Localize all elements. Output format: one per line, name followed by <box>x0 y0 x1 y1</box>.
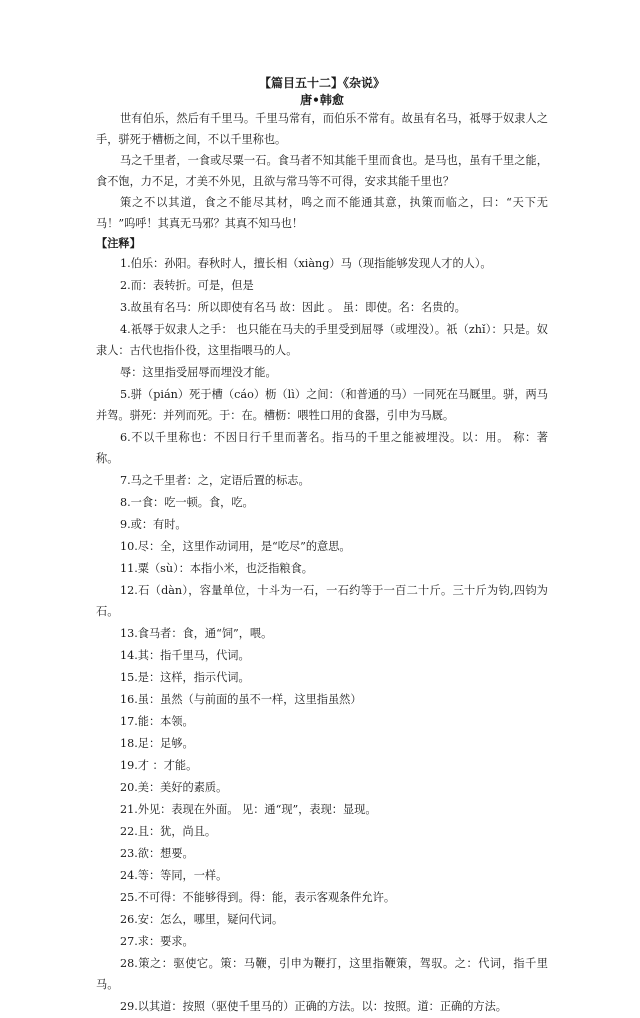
note-16: 16.虽：虽然（与前面的虽不一样，这里指虽然） <box>120 693 362 706</box>
document-title: 【篇目五十二】《杂说》 <box>258 76 385 90</box>
document-page <box>96 74 548 1018</box>
document-author: 唐•韩愈 <box>300 93 344 107</box>
note-20: 20.美：美好的素质。 <box>120 781 228 794</box>
text-paragraph-3: 策之不以其道，食之不能尽其材，鸣之而不能通其意，执策而临之，曰：“天下无马！”呜呼！其真无马邪？其真不知马也！ <box>96 196 548 230</box>
note-8: 8.一食：吃一顿。食，吃。 <box>120 496 254 509</box>
note-18: 18.足：足够。 <box>120 737 194 750</box>
note-7: 7.马之千里者：之，定语后置的标志。 <box>120 474 310 487</box>
note-10: 10.尽：全，这里作动词用，是“吃尽”的意思。 <box>120 540 351 553</box>
note-29: 29.以其道：按照（驱使千里马的）正确的方法。以：按照。道：正确的方法。 <box>120 1000 507 1013</box>
note-1: 1.伯乐：孙阳。春秋时人，擅长相（xiàng）马（现指能够发现人才的人）。 <box>120 257 492 270</box>
note-6: 6.不以千里称也：不因日行千里而著名。指马的千里之能被埋没。以：用。 称：著称。 <box>96 431 548 465</box>
note-17: 17.能：本领。 <box>120 715 194 728</box>
notes-heading: 【注释】 <box>96 236 141 250</box>
note-9: 9.或：有时。 <box>120 518 187 531</box>
note-28: 28.策之：驱使它。策：马鞭，引申为鞭打，这里指鞭策，驾驭。之：代词，指千里马。 <box>96 957 548 991</box>
note-11: 11.粟（sù）：本指小米，也泛指粮食。 <box>120 562 313 575</box>
note-24: 24.等：等同，一样。 <box>120 869 228 882</box>
notes-list <box>96 253 548 1017</box>
note-2: 2.而：表转折。可是，但是 <box>120 279 254 292</box>
note-4-continued: 辱：这里指受屈辱而埋没才能。 <box>120 366 277 379</box>
note-26: 26.安：怎么，哪里，疑问代词。 <box>120 913 284 926</box>
note-3: 3.故虽有名马：所以即使有名马 故：因此 。 虽：即使。名：名贵的。 <box>120 301 466 314</box>
note-12: 12.石（dàn），容量单位，十斗为一石，一石约等于一百二十斤。三十斤为钧,四钧为石。 <box>96 584 548 618</box>
note-19: 19.才 ：才能。 <box>120 759 198 772</box>
text-paragraph-2: 马之千里者，一食或尽粟一石。食马者不知其能千里而食也。是马也，虽有千里之能，食不饱，力不足，才美不外见，且欲与常马等不可得，安求其能千里也？ <box>96 154 548 188</box>
note-15: 15.是：这样，指示代词。 <box>120 671 250 684</box>
note-4: 4.祇辱于奴隶人之手： 也只能在马夫的手里受到屈辱（或埋没）。祇（zhǐ）：只是。奴隶人：古代也指仆役，这里指喂马的人。 <box>96 323 548 357</box>
note-21: 21.外见：表现在外面。 见：通“现”，表现：显现。 <box>120 803 377 816</box>
text-paragraph-1: 世有伯乐，然后有千里马。千里马常有，而伯乐不常有。故虽有名马，祗辱于奴隶人之手，骈死于槽枥之间，不以千里称也。 <box>96 112 548 146</box>
note-14: 14.其：指千里马，代词。 <box>120 649 250 662</box>
note-5: 5.骈（pián）死于槽（cáo）枥（lì）之间：（和普通的马）一同死在马厩里。骈，两马并驾。骈死：并列而死。于：在。槽枥：喂牲口用的食器，引申为马厩。 <box>96 388 548 422</box>
note-22: 22.且：犹，尚且。 <box>120 825 217 838</box>
note-13: 13.食马者：食，通“饲”，喂。 <box>120 627 273 640</box>
note-23: 23.欲：想要。 <box>120 847 194 860</box>
note-25: 25.不可得：不能够得到。得：能，表示客观条件允许。 <box>120 891 396 904</box>
note-27: 27.求：要求。 <box>120 935 194 948</box>
